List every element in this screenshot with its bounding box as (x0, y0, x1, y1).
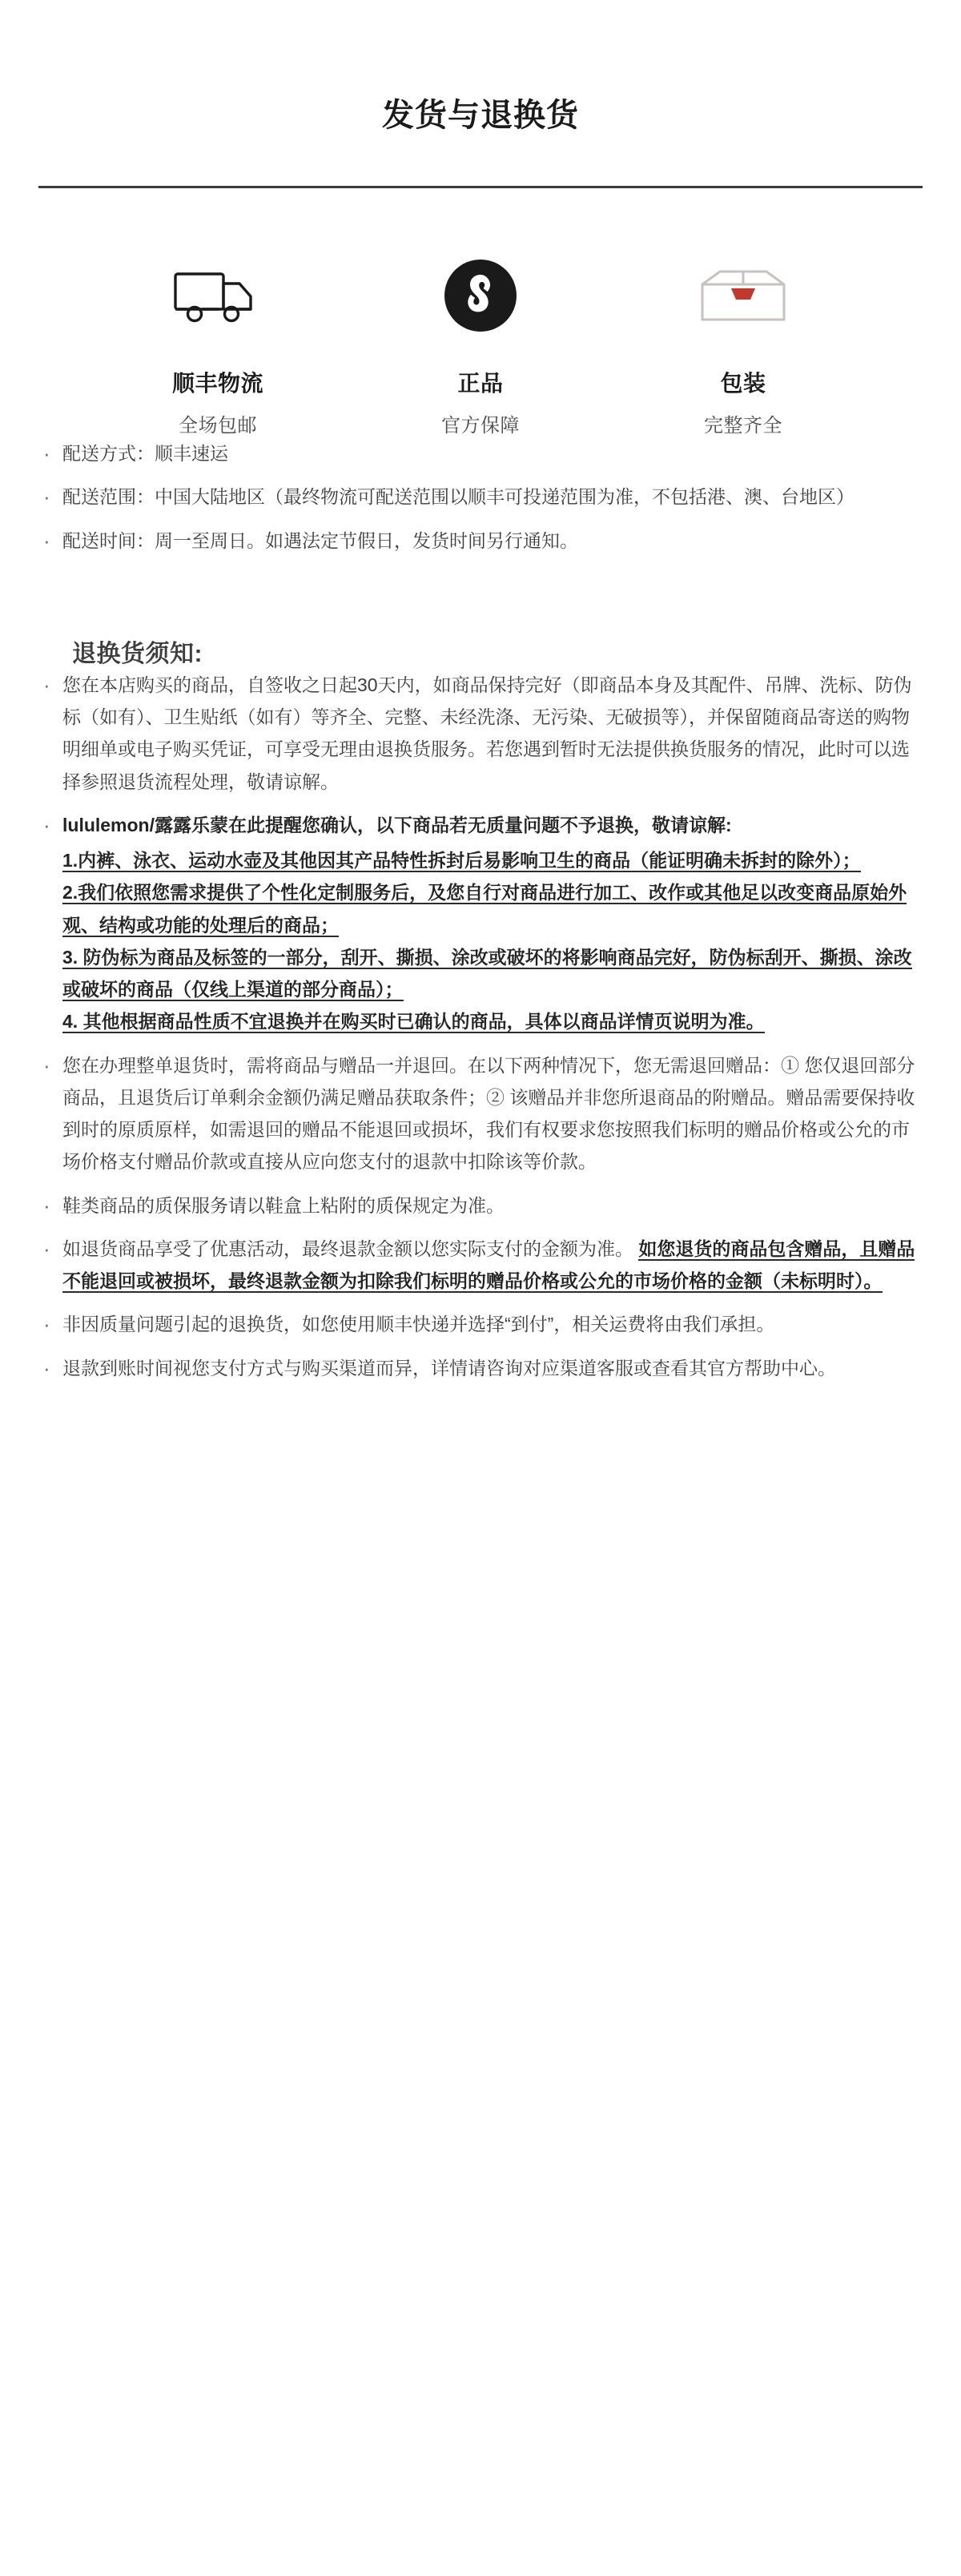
feature-authentic (349, 252, 612, 437)
refund-plain-text: 如退货商品享受了优惠活动，最终退款金额以您实际支付的金额为准。 (62, 1238, 633, 1259)
policy-list (38, 669, 923, 1384)
truck-icon (86, 252, 349, 339)
restrictions-lead: · lululemon/露露乐蒙在此提醒您确认，以下商品若无质量问题不予退换，敬请谅解: (62, 814, 732, 835)
restriction-line: 1.内裤、泳衣、运动水壶及其他因其产品特性拆封后易影响卫生的商品（能证明确未拆封的除外）； (62, 850, 861, 871)
package-box-icon (612, 252, 875, 339)
page-content (38, 0, 923, 1491)
list-item: · 非因质量问题引起的退换货，如您使用顺丰快递并选择“到付”，相关运费将由我们承担。 (38, 1308, 923, 1340)
list-item: · 配送方式：顺丰速运 (38, 437, 923, 469)
list-item: · 配送范围：中国大陆地区（最终物流可配送范围以顺丰可投递范围为准，不包括港、澳、台地区） (38, 481, 923, 513)
footer-spacer (38, 1395, 923, 1491)
list-item: · 您在办理整单退货时，需将商品与赠品一并退回。在以下两种情况下，您无需退回赠品：① 您仅退回部分商品，且退货后订单剩余金额仍满足赠品获取条件；② 该赠品并非您所退商品的附赠品。赠品需要保持收到时的原质原样，如需退回的赠品不能退回或损坏，我们有权要求您按照我们标明的赠品价格或公允的市场价格支付赠品价款或直接从应向您支付的退款中扣除该等价款。 (38, 1049, 923, 1178)
restriction-line: 4. 其他根据商品性质不宜退换并在购买时已确认的商品，具体以商品详情页说明为准。 (62, 1011, 765, 1032)
feature-authentic-name: 正品 (457, 371, 504, 396)
feature-authentic-sub: 官方保障 (441, 415, 520, 437)
restrictions-lines (62, 844, 923, 1038)
feature-packaging-name: 包装 (720, 371, 766, 396)
feature-shipping (86, 252, 349, 437)
list-item: · 您在本店购买的商品，自签收之日起30天内，如商品保持完好（即商品本身及其配件、吊牌、洗标、防伪标（如有）、卫生贴纸（如有）等齐全、完整、未经洗涤、无污染、无破损等），并保留随商品寄送的购物明细单或电子购买凭证，可享受无理由退换货服务。若您遇到暂时无法提供换货服务的情况，此时可以选择参照退货流程处理，敬请谅解。 (38, 669, 923, 798)
policy-heading: 退换货须知: (72, 640, 203, 667)
delivery-info-list (38, 437, 923, 557)
lululemon-logo-icon (349, 252, 612, 339)
list-item: · 鞋类商品的质保服务请以鞋盒上粘附的质保规定为准。 (38, 1189, 923, 1222)
feature-row (38, 252, 923, 437)
page-title: 发货与退换货 (382, 98, 579, 133)
feature-packaging-sub: 完整齐全 (704, 415, 782, 437)
list-item: · 退款到账时间视您支付方式与购买渠道而异，详情请咨询对应渠道客服或查看其官方帮助中心。 (38, 1352, 923, 1384)
refund-underlined-text: 如您退货的商品包含赠品，且赠品不能退回或被损坏，最终退款金额为扣除我们标明的赠品价格或公允的市场价格的金额（未标明时）。 (62, 1238, 915, 1291)
list-item-restrictions (38, 809, 923, 1038)
restriction-line: 2.我们依照您需求提供了个性化定制服务后，及您自行对商品进行加工、改作或其他足以改变商品原始外观、结构或功能的处理后的商品； (62, 882, 907, 936)
list-item-refund (38, 1233, 923, 1298)
feature-packaging (612, 252, 875, 437)
title-divider (38, 186, 923, 188)
list-item: · 配送时间：周一至周日。如遇法定节假日，发货时间另行通知。 (38, 525, 923, 557)
feature-shipping-name: 顺丰物流 (171, 371, 263, 396)
feature-shipping-sub: 全场包邮 (179, 415, 257, 437)
restriction-line: 3. 防伪标为商品及标签的一部分，刮开、撕损、涂改或破坏的将影响商品完好，防伪标刮开、撕损、涂改或破坏的商品（仅线上渠道的部分商品）； (62, 946, 912, 1000)
